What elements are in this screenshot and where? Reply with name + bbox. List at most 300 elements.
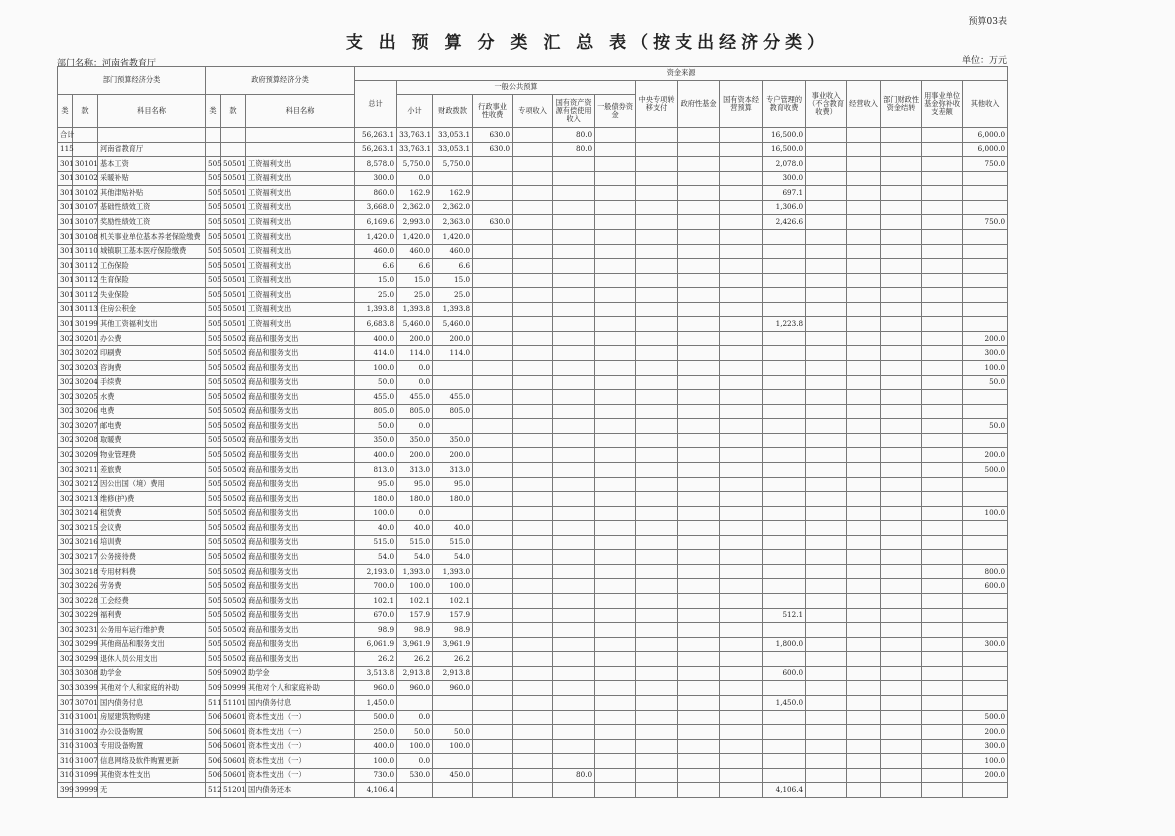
table-row <box>58 477 1008 492</box>
table-cell: 房屋建筑物购建 <box>98 710 206 725</box>
table-cell: 102.1 <box>433 594 473 609</box>
table-cell: 劳务费 <box>98 579 206 594</box>
table-cell <box>963 273 1008 288</box>
table-cell: 39999 <box>73 783 98 798</box>
table-cell: 25.0 <box>397 288 433 303</box>
table-cell: 5,750.0 <box>433 157 473 172</box>
table-cell <box>720 637 763 652</box>
table-cell: 31002 <box>73 725 98 740</box>
table-cell <box>678 477 720 492</box>
table-cell: 25.0 <box>433 288 473 303</box>
table-row <box>58 390 1008 405</box>
table-cell <box>473 666 513 681</box>
table-cell <box>806 157 847 172</box>
table-cell: 303 <box>58 681 73 696</box>
table-cell: 3,961.9 <box>397 637 433 652</box>
table-cell <box>922 317 963 332</box>
header-edu-fee: 专户管理的教育收费 <box>763 81 806 128</box>
table-cell <box>473 200 513 215</box>
table-cell: 1,420.0 <box>433 229 473 244</box>
table-cell <box>553 244 595 259</box>
table-cell <box>806 564 847 579</box>
table-cell <box>963 681 1008 696</box>
table-cell <box>636 666 678 681</box>
table-cell: 生育保险 <box>98 273 206 288</box>
table-cell <box>922 564 963 579</box>
table-cell: 102.1 <box>355 594 397 609</box>
table-cell: 50.0 <box>397 725 433 740</box>
table-cell: 资本性支出（一） <box>246 754 355 769</box>
table-cell <box>963 608 1008 623</box>
table-cell <box>720 754 763 769</box>
table-cell: 30199 <box>73 317 98 332</box>
table-cell: 302 <box>58 564 73 579</box>
table-cell: 专用材料费 <box>98 564 206 579</box>
header-gov-class: 政府预算经济分类 <box>206 67 355 95</box>
table-cell <box>763 564 806 579</box>
table-cell: 商品和服务支出 <box>246 564 355 579</box>
table-cell: 50502 <box>221 375 246 390</box>
table-cell: 2,078.0 <box>763 157 806 172</box>
table-cell <box>806 462 847 477</box>
table-cell <box>678 695 720 710</box>
header-admin-fee: 行政事业性收费 <box>473 95 513 128</box>
table-cell <box>806 186 847 201</box>
table-cell <box>513 768 553 783</box>
table-cell <box>806 331 847 346</box>
table-cell: 工资福利支出 <box>246 200 355 215</box>
table-cell <box>636 259 678 274</box>
table-cell <box>806 681 847 696</box>
table-row <box>58 783 1008 798</box>
table-cell <box>806 171 847 186</box>
table-cell <box>763 739 806 754</box>
table-cell <box>678 186 720 201</box>
table-row <box>58 695 1008 710</box>
table-cell <box>513 346 553 361</box>
table-cell <box>678 229 720 244</box>
table-cell <box>763 521 806 536</box>
table-cell <box>678 681 720 696</box>
table-cell <box>636 200 678 215</box>
table-cell: 30107 <box>73 215 98 230</box>
table-cell <box>473 535 513 550</box>
table-cell <box>636 302 678 317</box>
table-cell: 资本性支出（一） <box>246 710 355 725</box>
table-cell: 50.0 <box>355 375 397 390</box>
table-cell <box>595 346 636 361</box>
table-cell <box>763 273 806 288</box>
table-cell: 3,513.8 <box>355 666 397 681</box>
table-cell <box>806 725 847 740</box>
table-cell <box>881 288 922 303</box>
table-cell <box>433 361 473 376</box>
table-cell <box>553 229 595 244</box>
table-cell <box>678 331 720 346</box>
table-cell <box>847 608 881 623</box>
table-cell: 302 <box>58 375 73 390</box>
table-cell <box>595 783 636 798</box>
table-cell: 6,000.0 <box>963 142 1008 157</box>
table-row <box>58 506 1008 521</box>
table-cell <box>553 390 595 405</box>
table-cell: 工资福利支出 <box>246 302 355 317</box>
table-cell <box>553 623 595 638</box>
table-cell: 302 <box>58 390 73 405</box>
table-cell <box>763 244 806 259</box>
table-cell <box>963 317 1008 332</box>
table-cell <box>636 564 678 579</box>
table-cell <box>922 215 963 230</box>
table-cell: 54.0 <box>433 550 473 565</box>
table-cell <box>881 462 922 477</box>
table-cell: 机关事业单位基本养老保险缴费 <box>98 229 206 244</box>
table-cell: 515.0 <box>433 535 473 550</box>
table-row <box>58 754 1008 769</box>
table-cell <box>720 579 763 594</box>
table-cell <box>763 361 806 376</box>
table-cell: 805.0 <box>433 404 473 419</box>
table-cell: 公务用车运行维护费 <box>98 623 206 638</box>
table-cell <box>881 695 922 710</box>
table-cell <box>636 695 678 710</box>
table-cell: 505 <box>206 535 221 550</box>
table-cell: 805.0 <box>397 404 433 419</box>
table-cell <box>847 317 881 332</box>
table-row <box>58 171 1008 186</box>
table-cell: 工资福利支出 <box>246 229 355 244</box>
table-cell <box>881 128 922 143</box>
table-cell: 301 <box>58 259 73 274</box>
table-cell <box>922 506 963 521</box>
table-cell <box>922 754 963 769</box>
table-cell: 3,668.0 <box>355 200 397 215</box>
table-cell <box>473 259 513 274</box>
table-cell: 50502 <box>221 564 246 579</box>
table-cell <box>473 710 513 725</box>
table-cell <box>678 273 720 288</box>
table-cell: 697.1 <box>763 186 806 201</box>
table-cell <box>720 259 763 274</box>
table-cell: 100.0 <box>355 754 397 769</box>
table-cell: 工资福利支出 <box>246 259 355 274</box>
table-cell <box>513 390 553 405</box>
table-cell <box>963 695 1008 710</box>
table-cell <box>473 361 513 376</box>
table-cell: 工会经费 <box>98 594 206 609</box>
table-cell <box>720 317 763 332</box>
table-cell <box>678 535 720 550</box>
table-cell: 专用设备购置 <box>98 739 206 754</box>
table-cell <box>847 768 881 783</box>
table-cell <box>963 404 1008 419</box>
table-cell <box>806 710 847 725</box>
table-cell: 302 <box>58 331 73 346</box>
table-cell <box>473 433 513 448</box>
table-cell <box>720 186 763 201</box>
table-cell <box>595 550 636 565</box>
table-cell: 505 <box>206 244 221 259</box>
table-cell: 1,393.8 <box>355 302 397 317</box>
table-cell: 310 <box>58 768 73 783</box>
table-cell: 302 <box>58 579 73 594</box>
table-cell: 350.0 <box>397 433 433 448</box>
table-cell: 1,393.0 <box>433 564 473 579</box>
table-cell: 80.0 <box>553 768 595 783</box>
table-cell <box>513 361 553 376</box>
table-cell <box>847 404 881 419</box>
table-cell <box>473 331 513 346</box>
table-cell: 302 <box>58 637 73 652</box>
table-cell <box>963 594 1008 609</box>
table-cell: 商品和服务支出 <box>246 346 355 361</box>
table-cell <box>963 652 1008 667</box>
table-cell <box>513 521 553 536</box>
table-cell <box>473 594 513 609</box>
table-cell: 50501 <box>221 302 246 317</box>
table-cell <box>963 433 1008 448</box>
table-cell: 工资福利支出 <box>246 215 355 230</box>
table-cell <box>720 564 763 579</box>
table-cell <box>595 725 636 740</box>
table-cell <box>595 259 636 274</box>
table-cell: 30299 <box>73 652 98 667</box>
table-cell: 100.0 <box>963 506 1008 521</box>
table-cell <box>763 448 806 463</box>
table-cell <box>922 142 963 157</box>
table-cell: 80.0 <box>553 128 595 143</box>
table-cell <box>922 288 963 303</box>
table-cell <box>806 419 847 434</box>
table-cell <box>553 317 595 332</box>
table-cell: 301 <box>58 244 73 259</box>
table-cell <box>678 594 720 609</box>
table-cell: 300.0 <box>963 637 1008 652</box>
header-state-capital: 国有资本经营预算 <box>720 81 763 128</box>
table-cell <box>922 361 963 376</box>
table-cell <box>881 375 922 390</box>
table-cell <box>806 768 847 783</box>
table-cell: 助学金 <box>98 666 206 681</box>
table-cell <box>806 200 847 215</box>
table-cell <box>763 375 806 390</box>
table-cell <box>806 783 847 798</box>
table-cell <box>636 725 678 740</box>
table-cell: 失业保险 <box>98 288 206 303</box>
table-cell: 30101 <box>73 157 98 172</box>
table-cell: 301 <box>58 317 73 332</box>
table-cell: 15.0 <box>433 273 473 288</box>
table-cell <box>922 783 963 798</box>
table-cell <box>847 521 881 536</box>
header-state-asset: 国有资产资源有偿使用收入 <box>553 95 595 128</box>
table-cell <box>678 244 720 259</box>
table-cell <box>636 433 678 448</box>
table-cell: 114.0 <box>397 346 433 361</box>
table-cell: 302 <box>58 361 73 376</box>
table-cell <box>678 346 720 361</box>
table-cell <box>763 302 806 317</box>
table-cell: 200.0 <box>963 448 1008 463</box>
table-cell <box>473 375 513 390</box>
table-cell <box>847 259 881 274</box>
table-cell: 工伤保险 <box>98 259 206 274</box>
table-cell <box>636 681 678 696</box>
table-cell: 505 <box>206 492 221 507</box>
table-cell: 310 <box>58 710 73 725</box>
table-cell: 30229 <box>73 608 98 623</box>
table-cell <box>763 550 806 565</box>
table-cell: 302 <box>58 506 73 521</box>
table-cell <box>806 594 847 609</box>
header-cat: 类 <box>58 95 73 128</box>
table-cell: 98.9 <box>397 623 433 638</box>
table-cell: 600.0 <box>763 666 806 681</box>
table-cell: 商品和服务支出 <box>246 390 355 405</box>
table-row <box>58 448 1008 463</box>
table-cell: 30399 <box>73 681 98 696</box>
table-cell: 河南省教育厅 <box>98 142 206 157</box>
table-cell <box>806 652 847 667</box>
table-cell: 301 <box>58 229 73 244</box>
table-cell <box>806 375 847 390</box>
table-cell <box>763 594 806 609</box>
table-cell <box>473 506 513 521</box>
header-central-transfer: 中央专项转移支付 <box>636 81 678 128</box>
table-cell: 50502 <box>221 346 246 361</box>
table-cell: 30231 <box>73 623 98 638</box>
table-cell <box>763 259 806 274</box>
table-cell <box>595 273 636 288</box>
table-cell: 813.0 <box>355 462 397 477</box>
table-cell <box>847 783 881 798</box>
table-cell: 2,362.0 <box>433 200 473 215</box>
table-cell: 54.0 <box>355 550 397 565</box>
table-cell <box>922 725 963 740</box>
table-cell: 租赁费 <box>98 506 206 521</box>
table-cell <box>513 666 553 681</box>
table-cell: 860.0 <box>355 186 397 201</box>
table-cell: 200.0 <box>963 768 1008 783</box>
table-cell <box>847 652 881 667</box>
table-cell <box>881 783 922 798</box>
table-cell: 505 <box>206 171 221 186</box>
table-cell: 1,306.0 <box>763 200 806 215</box>
table-row <box>58 361 1008 376</box>
table-cell: 商品和服务支出 <box>246 623 355 638</box>
table-cell: 资本性支出（一） <box>246 725 355 740</box>
table-cell <box>553 739 595 754</box>
table-cell <box>513 637 553 652</box>
table-cell <box>678 521 720 536</box>
table-cell <box>806 229 847 244</box>
table-row <box>58 419 1008 434</box>
table-cell <box>806 142 847 157</box>
table-cell <box>553 361 595 376</box>
table-cell <box>922 331 963 346</box>
header-dept-class: 部门预算经济分类 <box>58 67 206 95</box>
table-cell <box>636 142 678 157</box>
table-cell <box>513 783 553 798</box>
header-total: 总计 <box>355 81 397 128</box>
table-cell: 102.1 <box>397 594 433 609</box>
table-cell: 100.0 <box>963 754 1008 769</box>
table-row <box>58 375 1008 390</box>
table-cell <box>847 754 881 769</box>
table-cell <box>678 462 720 477</box>
table-cell <box>595 419 636 434</box>
table-cell: 460.0 <box>397 244 433 259</box>
table-cell: 4,106.4 <box>355 783 397 798</box>
table-cell <box>847 390 881 405</box>
table-cell: 505 <box>206 157 221 172</box>
table-cell: 350.0 <box>355 433 397 448</box>
table-cell <box>678 739 720 754</box>
table-cell <box>636 273 678 288</box>
table-cell <box>720 462 763 477</box>
table-cell: 200.0 <box>433 448 473 463</box>
table-cell <box>636 229 678 244</box>
table-cell <box>678 623 720 638</box>
table-cell: 100.0 <box>433 579 473 594</box>
table-cell <box>678 419 720 434</box>
table-cell: 1,420.0 <box>397 229 433 244</box>
table-cell: 80.0 <box>553 142 595 157</box>
table-cell: 313.0 <box>397 462 433 477</box>
table-cell: 33,053.1 <box>433 128 473 143</box>
table-cell <box>473 273 513 288</box>
table-row <box>58 652 1008 667</box>
table-cell <box>847 623 881 638</box>
table-cell: 30112 <box>73 288 98 303</box>
table-cell <box>636 521 678 536</box>
table-cell: 资本性支出（一） <box>246 739 355 754</box>
table-cell: 100.0 <box>433 739 473 754</box>
table-cell <box>513 273 553 288</box>
table-cell: 30226 <box>73 579 98 594</box>
table-cell: 200.0 <box>397 448 433 463</box>
table-cell: 1,393.8 <box>397 302 433 317</box>
table-cell <box>678 768 720 783</box>
table-cell: 50501 <box>221 288 246 303</box>
table-cell <box>636 710 678 725</box>
table-cell: 50502 <box>221 550 246 565</box>
table-cell <box>847 564 881 579</box>
table-cell <box>806 404 847 419</box>
table-cell: 国内债务付息 <box>98 695 206 710</box>
table-cell: 电费 <box>98 404 206 419</box>
table-cell <box>513 710 553 725</box>
table-row <box>58 404 1008 419</box>
table-cell <box>513 259 553 274</box>
table-cell <box>513 550 553 565</box>
table-cell: 40.0 <box>433 521 473 536</box>
table-cell: 1,800.0 <box>763 637 806 652</box>
table-cell <box>720 171 763 186</box>
table-cell <box>881 171 922 186</box>
table-cell: 50502 <box>221 361 246 376</box>
table-cell <box>763 419 806 434</box>
table-cell <box>847 637 881 652</box>
table-cell <box>473 229 513 244</box>
table-cell: 商品和服务支出 <box>246 608 355 623</box>
table-cell: 50502 <box>221 521 246 536</box>
table-cell <box>595 433 636 448</box>
table-cell: 无 <box>98 783 206 798</box>
table-cell: 印刷费 <box>98 346 206 361</box>
table-cell <box>881 390 922 405</box>
table-cell <box>595 128 636 143</box>
